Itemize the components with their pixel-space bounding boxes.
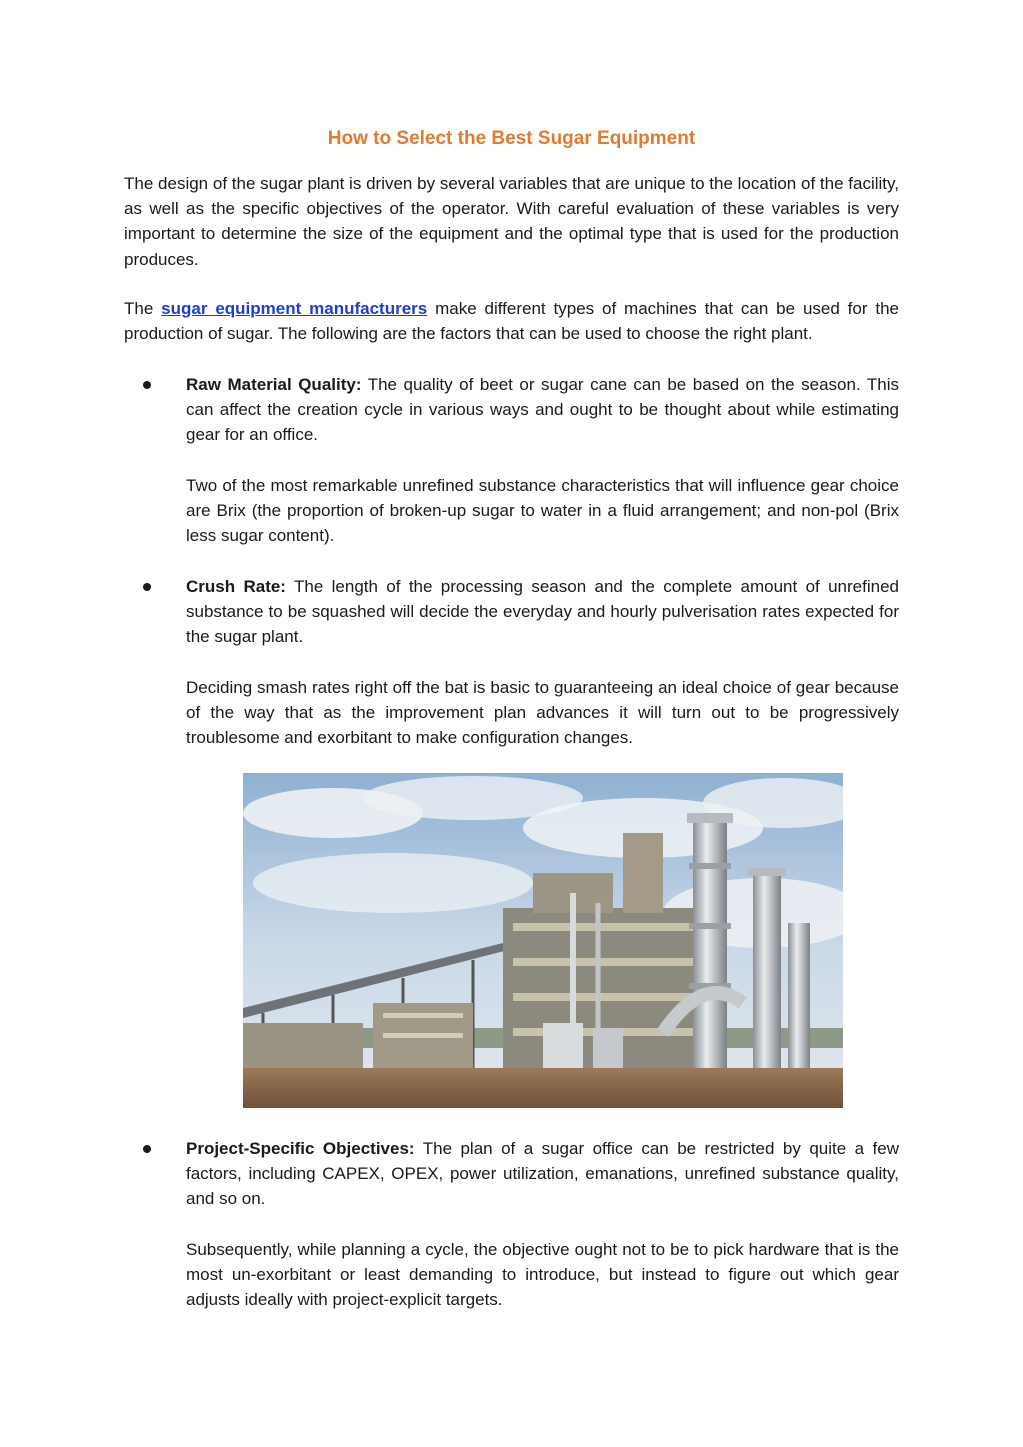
bullet-crush-rate	[186, 574, 899, 650]
bullet-sub-paragraph: Deciding smash rates right off the bat is basic to guaranteeing an ideal choice of gear because of the way that as the improvement plan advances it will turn out to be progressively troublesome and exorbitant to make configuration changes.	[186, 678, 899, 748]
bullet-heading: Crush Rate:	[186, 577, 286, 596]
page-title: How to Select the Best Sugar Equipment	[327, 128, 696, 149]
bullet-icon	[143, 1145, 151, 1153]
bullet-heading: Raw Material Quality:	[186, 375, 362, 394]
bullet-heading: Project-Specific Objectives:	[186, 1139, 415, 1158]
intro-paragraph: The design of the sugar plant is driven by several variables that are unique to the location of the facility, as well as the specific objectives of the operator. With careful evaluation of these variables is very important to determine the size of the equipment and the optimal type that is used for the production produces.	[124, 174, 899, 269]
bullet-sub-paragraph: Subsequently, while planning a cycle, the objective ought not to be to pick hardware that is the most un-exorbitant or least demanding to introduce, but instead to figure out which gear adjusts ideally with project-explicit targets.	[186, 1240, 899, 1310]
paragraph-prefix: The	[124, 299, 162, 318]
bullet-icon	[143, 381, 151, 389]
paragraph-suffix: make different types of machines that can be used for the production of sugar. The following are the factors that can be used to choose the right plant.	[124, 299, 899, 344]
bullet-icon	[143, 583, 151, 591]
bullet-text: The quality of beet or sugar cane can be based on the season. This can affect the creation cycle in various ways and ought to be thought about while estimating gear for an office.	[186, 375, 899, 445]
bullet-text: The plan of a sugar office can be restricted by quite a few factors, including CAPEX, OPEX, power utilization, emanations, unrefined substance quality, and so on.	[186, 1139, 899, 1209]
manufacturers-paragraph	[124, 296, 899, 346]
bullet-project-specific-objectives	[186, 1136, 899, 1212]
sugar-plant-photo	[243, 773, 843, 1108]
bullet-sub-paragraph: Two of the most remarkable unrefined substance characteristics that will influence gear choice are Brix (the proportion of broken-up sugar to water in a fluid arrangement; and non-pol (Brix less sugar content).	[186, 476, 899, 546]
bullet-text: The length of the processing season and the complete amount of unrefined substance to be squashed will decide the everyday and hourly pulverisation rates expected for the sugar plant.	[186, 577, 899, 647]
bullet-raw-material-quality	[186, 372, 899, 448]
sugar-equipment-manufacturers-link[interactable]: sugar equipment manufacturers	[161, 299, 428, 318]
